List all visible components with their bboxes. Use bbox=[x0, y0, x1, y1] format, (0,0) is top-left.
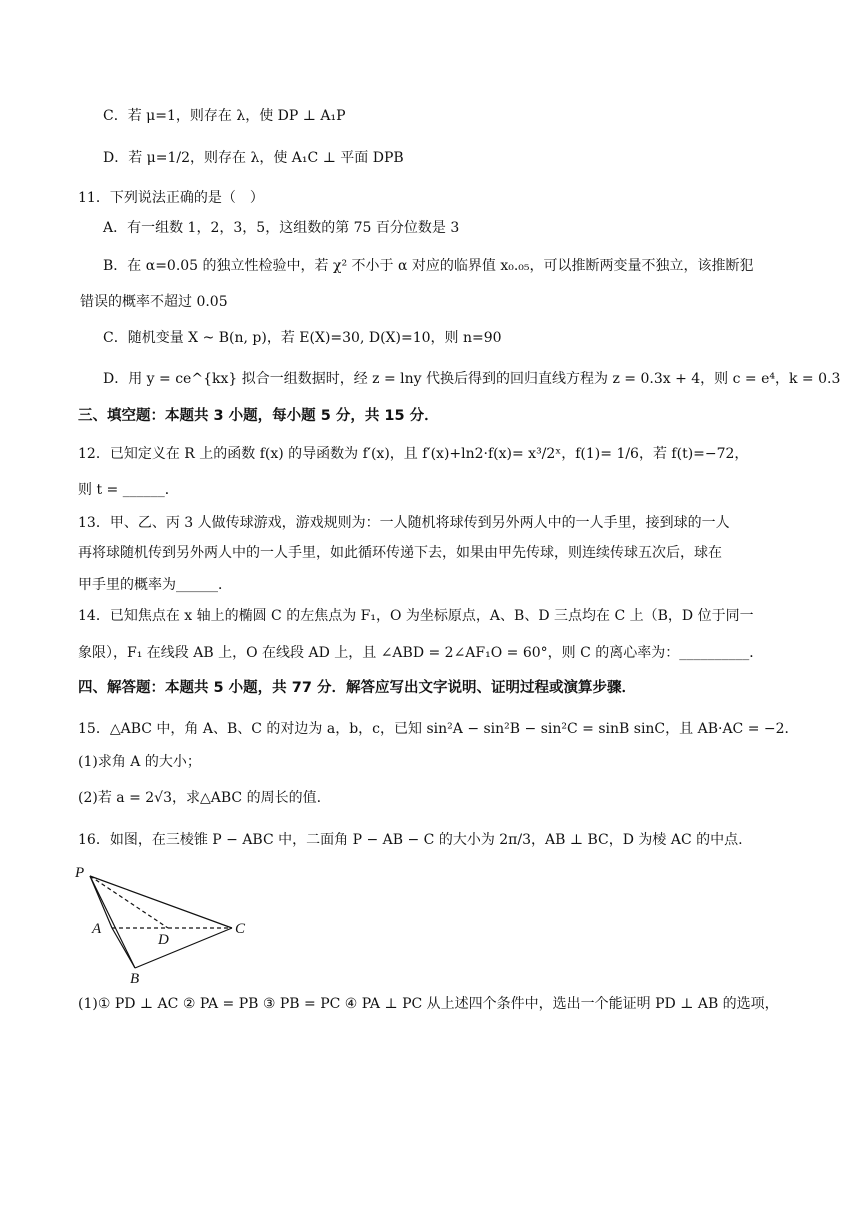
question-13-line2: 再将球随机传到另外两人中的一人手里，如此循环传递下去，如果由甲先传球，则连续传球五次后，球在 bbox=[78, 545, 722, 561]
question-14-line2: 象限），F₁ 在线段 AB 上，O 在线段 AD 上，且 ∠ABD = 2∠AF₁O = 60°，则 C 的离心率为：__________． bbox=[78, 645, 764, 661]
tetrahedron-figure bbox=[72, 862, 262, 987]
question-16-line1: 16．如图，在三棱锥 P − ABC 中，二面角 P − AB − C 的大小为 2π/3，AB ⊥ BC，D 为棱 AC 的中点. bbox=[78, 832, 743, 848]
question-15-line2: (1)求角 A 的大小； bbox=[78, 754, 201, 770]
question-11-option-b-line2: 错误的概率不超过 0.05 bbox=[80, 294, 228, 310]
question-11-option-d: D．用 y = ce^{kx} 拟合一组数据时，经 z = lny 代换后得到的回归直线方程为 z = 0.3x + 4，则 c = e⁴，k = 0.3 bbox=[103, 371, 841, 387]
edge-ab bbox=[112, 928, 135, 968]
label-d: D bbox=[158, 932, 169, 948]
question-11-option-b-line1: B．在 α=0.05 的独立性检验中，若 χ² 不小于 α 对应的临界值 x₀.₀₅，可以推断两变量不独立，该推断犯 bbox=[103, 258, 754, 274]
question-12-line1: 12．已知定义在 R 上的函数 f(x) 的导函数为 f′(x)，且 f′(x)+ln2·f(x)= x³/2ˣ，f(1)= 1/6，若 f(t)=−72， bbox=[78, 446, 749, 462]
label-c: C bbox=[235, 921, 246, 937]
label-p: P bbox=[75, 865, 85, 881]
question-14-line1: 14．已知焦点在 x 轴上的椭圆 C 的左焦点为 F₁，O 为坐标原点，A、B、D 三点均在 C 上（B，D 位于同一 bbox=[78, 608, 754, 624]
question-12-line2: 则 t = ______． bbox=[78, 482, 179, 498]
label-b: B bbox=[130, 971, 140, 987]
question-11-option-c: C．随机变量 X ~ B(n, p)，若 E(X)=30, D(X)=10，则 n=90 bbox=[103, 330, 502, 346]
label-a: A bbox=[92, 921, 102, 937]
edge-bc bbox=[135, 928, 232, 968]
question-15-line1: 15．△ABC 中，角 A、B、C 的对边为 a，b，c，已知 sin²A − sin²B − sin²C = sinB sinC，且 AB·AC = −2． bbox=[78, 721, 799, 737]
question-11: 11．下列说法正确的是（ ） bbox=[78, 190, 264, 206]
question-16-line2: (1)① PD ⊥ AC ② PA = PB ③ PB = PC ④ PA ⊥ PC 从上述四个条件中，选出一个能证明 PD ⊥ AB 的选项， bbox=[78, 996, 779, 1012]
question-11-option-a: A．有一组数 1，2，3，5，这组数的第 75 百分位数是 3 bbox=[103, 220, 460, 236]
option-c: C．若 μ=1，则存在 λ，使 DP ⊥ A₁P bbox=[103, 108, 346, 124]
section-4-heading: 四、解答题：本题共 5 小题，共 77 分．解答应写出文字说明、证明过程或演算步骤． bbox=[78, 680, 636, 696]
segment-pd-hidden bbox=[90, 876, 168, 928]
question-15-line3: (2)若 a = 2√3，求△ABC 的周长的值. bbox=[78, 790, 322, 806]
option-d: D．若 μ=1/2，则存在 λ，使 A₁C ⊥ 平面 DPB bbox=[103, 150, 404, 166]
section-3-heading: 三、填空题：本题共 3 小题，每小题 5 分，共 15 分． bbox=[78, 408, 439, 424]
question-13-line1: 13．甲、乙、丙 3 人做传球游戏，游戏规则为：一人随机将球传到另外两人中的一人手里，接到球的一人 bbox=[78, 515, 730, 531]
question-13-line3: 甲手里的概率为______． bbox=[78, 577, 232, 593]
